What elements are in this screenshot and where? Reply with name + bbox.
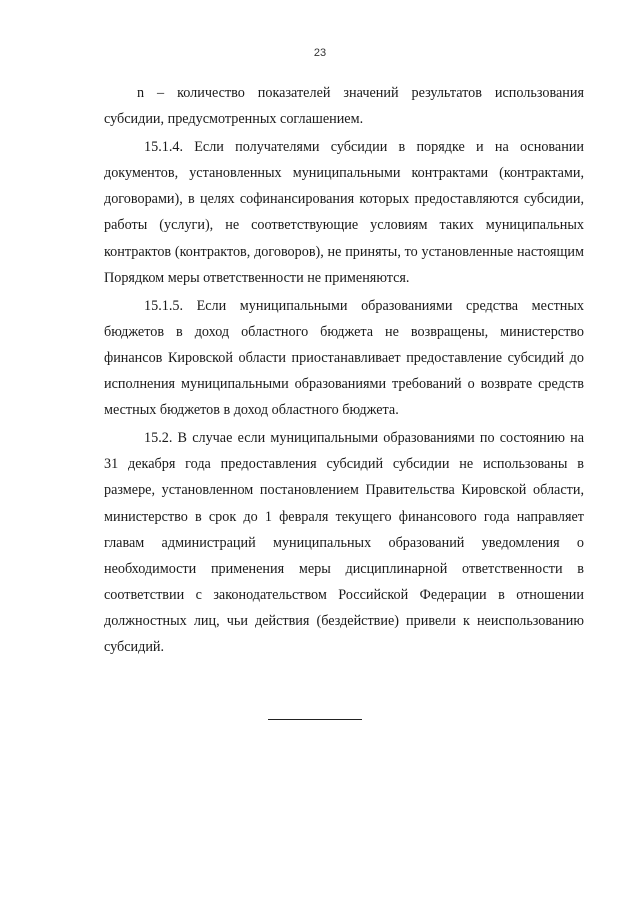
end-divider-line bbox=[268, 719, 362, 720]
paragraph-15-1-5: 15.1.5. Если муниципальными образованиями средства местных бюджетов в доход областного бюджета не возвращены, министерство финансов Кировской области приостанавливает предоставление субсидий до исполнения муниципальными образованиями требований о возврате средств местных бюджетов в доход областного бюджета. bbox=[104, 297, 584, 419]
document-body bbox=[104, 80, 584, 660]
paragraph-15-2: 15.2. В случае если муниципальными образованиями по состоянию на 31 декабря года предоставления субсидий субсидии не использованы в размере, установленном постановлением Правительства Кировской области, министерство в срок до 1 февраля текущего финансового года направляет главам администраций муниципальных образований уведомления о необходимости применения меры дисциплинарной ответственности в соответствии с законодательством Российской Федерации в отношении должностных лиц, чьи действия (бездействие) привели к неиспользованию субсидий. bbox=[104, 430, 584, 655]
page-number: 23 bbox=[313, 47, 327, 59]
paragraph-15-1-4: 15.1.4. Если получателями субсидии в порядке и на основании документов, установленных муниципальными контрактами (контрактами, договорами), в целях софинансирования которых предоставляются субсидии, работы (услуги), не соответствующие условиям таких муниципальных контрактов (контрактов, договоров), не приняты, то установленные настоящим Порядком меры ответственности не применяются. bbox=[104, 139, 584, 286]
paragraph-n-definition: n – количество показателей значений результатов использования субсидии, предусмотренных соглашением. bbox=[104, 85, 584, 128]
